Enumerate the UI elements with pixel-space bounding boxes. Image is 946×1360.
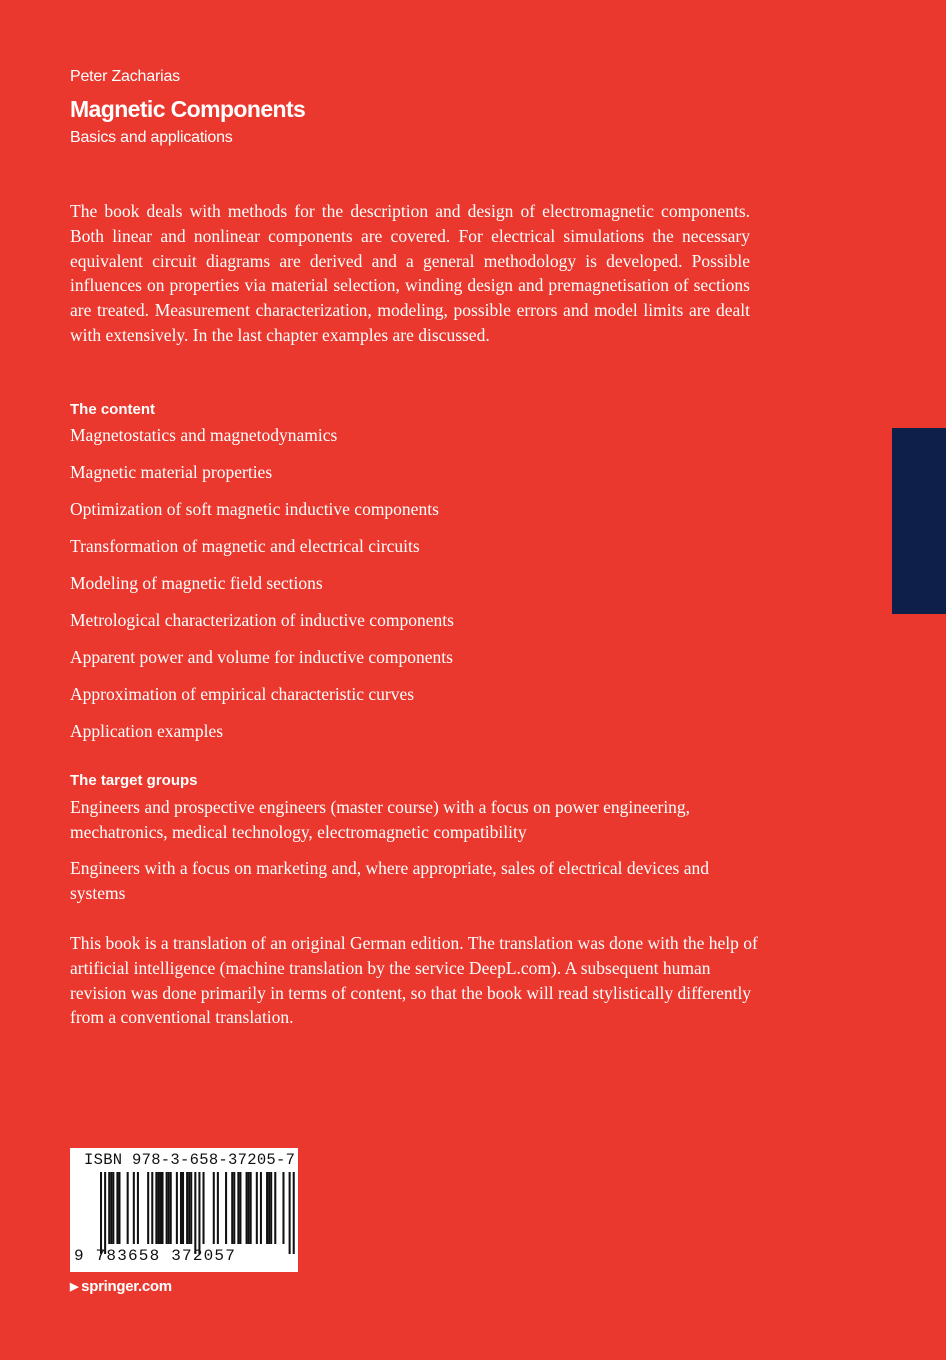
barcode-bar	[151, 1172, 153, 1244]
book-title: Magnetic Components	[70, 96, 306, 122]
barcode-bar	[250, 1172, 252, 1244]
barcode-bar	[248, 1172, 250, 1244]
spine-accent-bar	[892, 428, 946, 614]
barcode-bar	[198, 1172, 200, 1254]
content-heading: The content	[70, 401, 155, 418]
publisher-url: springer.com	[81, 1278, 172, 1295]
barcode-bar	[186, 1172, 188, 1244]
barcode-bar	[155, 1172, 157, 1244]
barcode-bar	[116, 1172, 118, 1244]
content-list	[70, 423, 454, 756]
barcode-bar	[157, 1172, 159, 1244]
ean-digits: 9 783658 372057	[74, 1247, 237, 1265]
book-description: The book deals with methods for the description and design of electromagnetic components. Both linear and nonlinear components are covered. For electrical simulations the necessary equivalent circuit diagrams are derived and a general methodology is developed. Possible influences on properties via material selection, winding design and premagnetisation of sections are treated. Measurement characterization, modeling, possible errors and model limits are dealt with extensively. In the last chapter examples are discussed.	[70, 201, 750, 345]
barcode-bar	[159, 1172, 161, 1244]
barcode-bar	[110, 1172, 112, 1244]
isbn-label: ISBN 978-3-658-37205-7	[84, 1151, 296, 1169]
content-item: Magnetic material properties	[70, 462, 273, 482]
barcode-bar	[176, 1172, 178, 1244]
barcode-bar	[118, 1172, 120, 1244]
book-subtitle: Basics and applications	[70, 129, 233, 146]
barcode-bar	[166, 1172, 168, 1244]
barcode-bar	[194, 1172, 196, 1254]
arrow-icon: ▶	[70, 1281, 79, 1293]
barcode-bar	[147, 1172, 149, 1244]
isbn-barcode	[70, 1148, 298, 1272]
barcode-bar	[237, 1172, 239, 1244]
barcode-bar	[231, 1172, 233, 1244]
barcode-bar	[137, 1172, 139, 1244]
barcode-bar	[260, 1172, 262, 1244]
barcode-bar	[180, 1172, 182, 1244]
target-groups-heading: The target groups	[70, 772, 198, 789]
target-group-item: Engineers with a focus on marketing and, where appropriate, sales of electrical devices and systems	[70, 858, 709, 903]
barcode-bar	[100, 1172, 102, 1254]
barcode-bar	[289, 1172, 291, 1254]
barcode-bar	[190, 1172, 192, 1244]
content-item: Apparent power and volume for inductive components	[70, 647, 453, 667]
publisher-link[interactable]	[70, 1278, 172, 1295]
content-item: Approximation of empirical characteristic curves	[70, 684, 415, 704]
barcode-bar	[256, 1172, 258, 1244]
barcode-bar	[168, 1172, 170, 1244]
barcode-bar	[104, 1172, 106, 1254]
target-group-item: Engineers and prospective engineers (master course) with a focus on power engineering, mechatronics, medical technology, electromagnetic compatibility	[70, 797, 691, 842]
content-item: Optimization of soft magnetic inductive components	[70, 499, 439, 519]
content-item: Metrological characterization of inductive components	[70, 610, 454, 630]
author-name: Peter Zacharias	[70, 68, 180, 85]
content-item: Application examples	[70, 721, 224, 741]
barcode-bar	[182, 1172, 184, 1244]
barcode-bar	[225, 1172, 227, 1244]
content-item: Modeling of magnetic field sections	[70, 573, 323, 593]
content-item: Magnetostatics and magnetodynamics	[70, 425, 338, 445]
barcode-bar	[270, 1172, 272, 1244]
barcode-bar	[133, 1172, 135, 1244]
barcode-bar	[112, 1172, 114, 1244]
translation-note: This book is a translation of an original German edition. The translation was done with the help of artificial intelligence (machine translation by the service DeepL.com). A subsequent human revision was done primarily in terms of content, so that the book will read stylistically differently from a conventional translation.	[70, 933, 758, 1028]
barcode-bar	[274, 1172, 276, 1244]
barcode-bar	[203, 1172, 205, 1244]
barcode-bar	[217, 1172, 219, 1244]
barcode-bar	[162, 1172, 164, 1244]
barcode-bar	[188, 1172, 190, 1244]
barcode-bar	[108, 1172, 110, 1244]
barcode-bar	[233, 1172, 235, 1244]
barcode-bar	[246, 1172, 248, 1244]
barcode-bar	[239, 1172, 241, 1244]
barcode-bar	[213, 1172, 215, 1244]
barcode-bar	[127, 1172, 129, 1244]
content-item: Transformation of magnetic and electrical circuits	[70, 536, 420, 556]
barcode-bar	[266, 1172, 268, 1244]
barcode-bar	[268, 1172, 270, 1244]
barcode-bar	[282, 1172, 284, 1244]
barcode-bar	[170, 1172, 172, 1244]
barcode-bar	[293, 1172, 295, 1254]
